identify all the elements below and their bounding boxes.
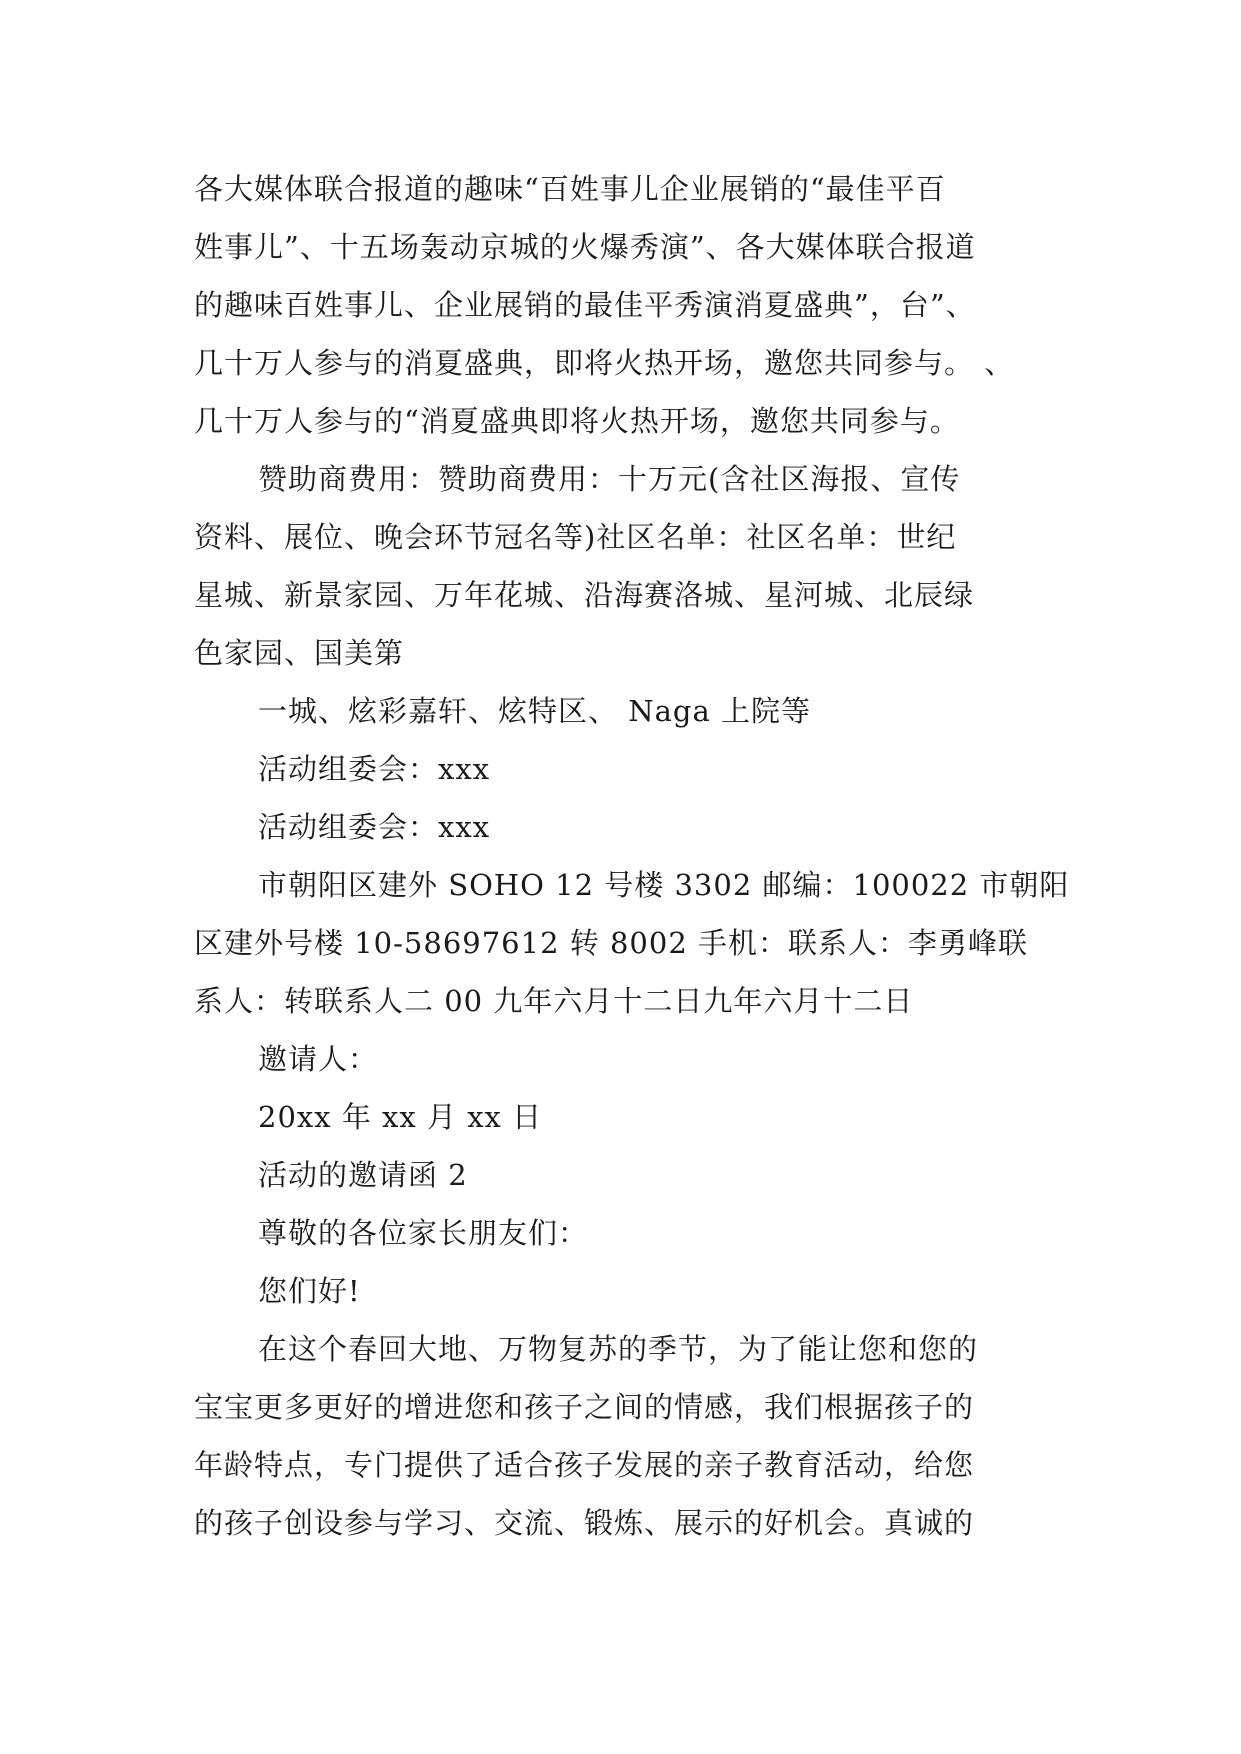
text-line-9: 色家园、国美第 bbox=[194, 636, 405, 670]
text-line-14: 区建外号楼 10-58697612 转 8002 手机：联系人：李勇峰联 bbox=[194, 926, 1028, 960]
text-line-5: 几十万人参与的“消夏盛典即将火热开场，邀您共同参与。 bbox=[194, 404, 960, 438]
text-line-2: 姓事儿”、十五场轰动京城的火爆秀演”、各大媒体联合报道 bbox=[194, 230, 976, 264]
text-line-7: 资料、展位、晚会环节冠名等)社区名单：社区名单：世纪 bbox=[194, 520, 957, 554]
text-line-6: 赞助商费用：赞助商费用：十万元(含社区海报、宣传 bbox=[258, 462, 961, 496]
text-line-4: 几十万人参与的消夏盛典，即将火热开场，邀您共同参与。 、 bbox=[194, 346, 1015, 380]
document-body bbox=[194, 160, 1094, 1552]
text-line-8: 星城、新景家园、万年花城、沿海赛洛城、星河城、北辰绿 bbox=[194, 578, 975, 612]
text-line-17: 20xx 年 xx 月 xx 日 bbox=[258, 1100, 543, 1134]
text-line-18: 活动的邀请函 2 bbox=[258, 1158, 468, 1192]
text-line-24: 的孩子创设参与学习、交流、锻炼、展示的好机会。真诚的 bbox=[194, 1506, 975, 1540]
text-line-16: 邀请人： bbox=[258, 1042, 379, 1076]
text-line-19: 尊敬的各位家长朋友们： bbox=[258, 1216, 589, 1250]
text-line-21: 在这个春回大地、万物复苏的季节，为了能让您和您的 bbox=[258, 1332, 979, 1366]
text-line-11: 活动组委会：xxx bbox=[258, 752, 491, 786]
text-line-20: 您们好! bbox=[258, 1274, 361, 1308]
text-line-12: 活动组委会：xxx bbox=[258, 810, 491, 844]
text-line-22: 宝宝更多更好的增进您和孩子之间的情感，我们根据孩子的 bbox=[194, 1390, 975, 1424]
text-line-13: 市朝阳区建外 SOHO 12 号楼 3302 邮编：100022 市朝阳 bbox=[258, 868, 1070, 902]
text-line-23: 年龄特点，专门提供了适合孩子发展的亲子教育活动，给您 bbox=[194, 1448, 975, 1482]
text-line-1: 各大媒体联合报道的趣味“百姓事儿企业展销的“最佳平百 bbox=[194, 172, 946, 206]
text-line-15: 系人：转联系人二 00 九年六月十二日九年六月十二日 bbox=[194, 984, 914, 1018]
text-line-3: 的趣味百姓事儿、企业展销的最佳平秀演消夏盛典”，台”、 bbox=[194, 288, 976, 322]
text-line-10: 一城、炫彩嘉轩、炫特区、 Naga 上院等 bbox=[258, 694, 811, 728]
